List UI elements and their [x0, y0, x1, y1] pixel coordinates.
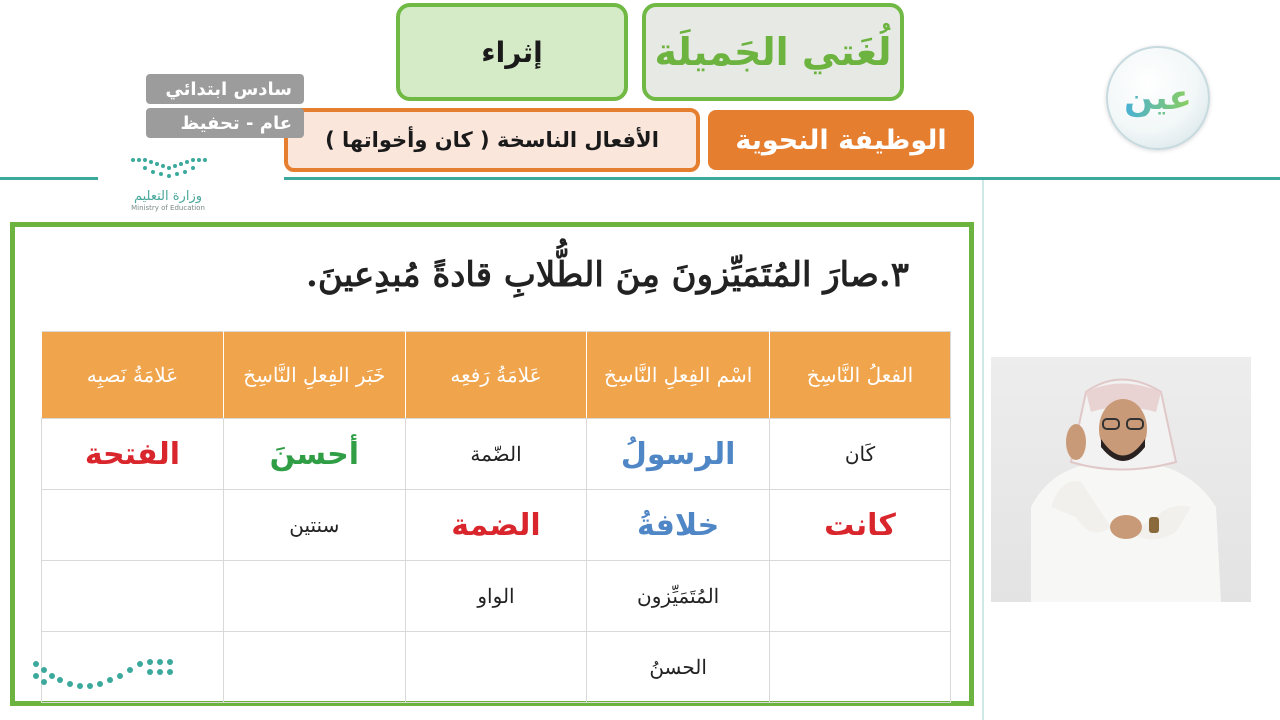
table-cell [223, 632, 405, 703]
ministry-dots-icon [108, 154, 228, 185]
table-cell: الرسولُ [587, 419, 770, 490]
ministry-logo [108, 154, 228, 222]
table-row [42, 561, 951, 632]
divider-left [0, 177, 98, 180]
table-cell [769, 632, 950, 703]
exercise-panel [10, 222, 974, 706]
table-cell: خلافةُ [587, 490, 770, 561]
table-cell: الواو [405, 561, 587, 632]
track-tag: عام - تحفيظ [146, 108, 304, 138]
table-cell [42, 490, 224, 561]
channel-logo-text: عين [1124, 78, 1192, 118]
vertical-divider [982, 180, 984, 720]
ministry-arabic: وزارة التعليم [133, 189, 203, 204]
lesson-text: الأفعال الناسخة ( كان وأخواتها ) [325, 128, 659, 152]
grade-tag: سادس ابتدائي [146, 74, 304, 104]
table-cell [405, 632, 587, 703]
title-box [642, 3, 904, 101]
table-cell: الفتحة [42, 419, 224, 490]
table-cell: أحسنَ [223, 419, 405, 490]
title-text: لُغَتي الجَميلَة [654, 30, 892, 74]
presenter-figure-icon [991, 357, 1251, 602]
enrich-text: إثراء [481, 35, 543, 69]
channel-logo [1106, 46, 1210, 150]
table-cell [769, 561, 950, 632]
table-cell: الضمة [405, 490, 587, 561]
table-cell: كَان [769, 419, 950, 490]
table-row [42, 419, 951, 490]
exercise-sentence: ٣.صارَ المُتَمَيِّزونَ مِنَ الطُّلابِ قادةً مُبدِعينَ. [306, 255, 909, 295]
table-cell [223, 561, 405, 632]
lesson-box [284, 108, 700, 172]
table-cell: الحسنُ [587, 632, 770, 703]
table-cell: المُتَمَيِّزون [587, 561, 770, 632]
decorative-dots-icon [30, 656, 180, 696]
table-cell: الضّمة [405, 419, 587, 490]
table-cell: سنتين [223, 490, 405, 561]
header-predicate: خَبَر الفِعلِ النَّاسِخ [223, 332, 405, 419]
table-cell [42, 561, 224, 632]
header-nasb-sign: عَلامَةُ نَصبِه [42, 332, 224, 419]
table-header-row [42, 332, 951, 419]
grammar-table [41, 331, 951, 703]
table-row [42, 490, 951, 561]
function-text: الوظيفة النحوية [735, 124, 947, 156]
header-verb: الفعلُ النَّاسِخ [769, 332, 950, 419]
table-cell: كانت [769, 490, 950, 561]
ministry-english: Ministry of Education [131, 204, 205, 212]
header-subject: اسْم الفِعلِ النَّاسِخ [587, 332, 770, 419]
divider-right [284, 177, 1280, 180]
header-raf-sign: عَلامَةُ رَفعِه [405, 332, 587, 419]
presenter-video [991, 357, 1251, 602]
function-box [708, 110, 974, 170]
enrich-box [396, 3, 628, 101]
